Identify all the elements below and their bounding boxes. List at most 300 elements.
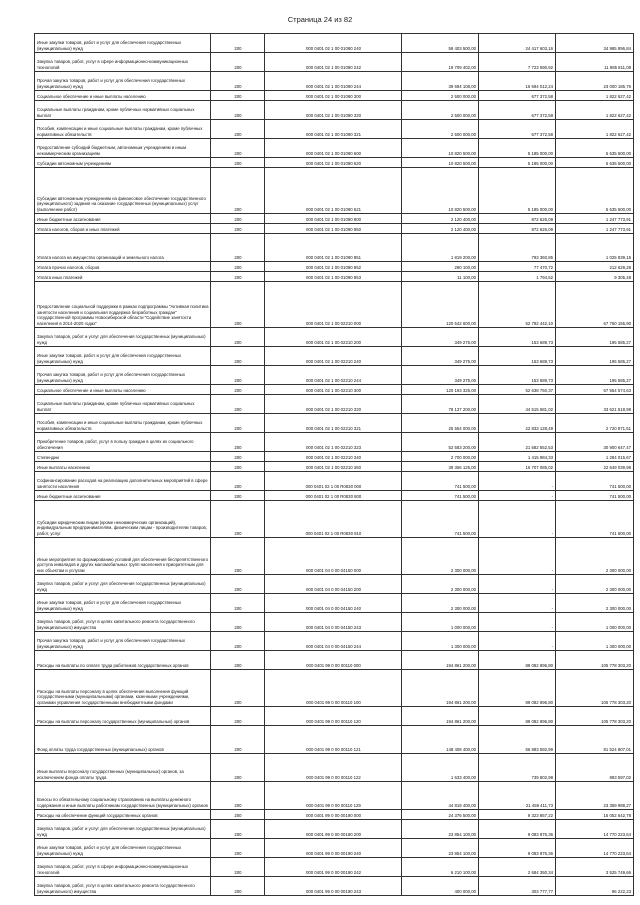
cell-plan: 2 120 400,00 — [402, 224, 479, 234]
cell-code: 000 0401 04 0 00 04150 244 — [265, 632, 402, 651]
cell-exec: - — [479, 575, 556, 594]
table-row — [35, 575, 634, 594]
table-row — [35, 328, 634, 347]
cell-rest: 2 300 000,00 — [556, 594, 634, 613]
cell-adm: 200 — [211, 501, 265, 538]
cell-plan: 120 542 600,00 — [402, 282, 479, 328]
cell-exec: 9 083 876,36 — [479, 820, 556, 839]
cell-name: Софинансирование расходов на реализацию дополнительных мероприятий в сфере занятости населения — [35, 472, 211, 491]
table-row — [35, 839, 634, 858]
cell-exec: 739 802,98 — [479, 754, 556, 782]
cell-exec: 89 082 896,80 — [479, 707, 556, 726]
table-row — [35, 347, 634, 366]
cell-name: Субсидии автономным учреждениям — [35, 158, 211, 168]
cell-plan: 10 820 500,00 — [402, 139, 479, 158]
table-row — [35, 34, 634, 53]
cell-plan: 194 861 200,00 — [402, 707, 479, 726]
cell-code: 000 0401 02 1 00 02210 360 — [265, 462, 402, 472]
cell-adm: 200 — [211, 72, 265, 91]
table-row — [35, 670, 634, 707]
cell-exec: 89 082 896,80 — [479, 651, 556, 670]
cell-adm: 200 — [211, 472, 265, 491]
budget-table-wrap — [34, 33, 631, 896]
cell-rest: 33 621 518,98 — [556, 395, 634, 414]
table-row — [35, 820, 634, 839]
cell-name: Предоставление социальной поддержки в рамках подпрограммы "Активная политика занятости населения и социальная поддержка безработных граждан" государственной программы Новосибирской области "Содействие занятости населения в 2014-2020 годах" — [35, 282, 211, 328]
cell-rest: 893 597,02 — [556, 754, 634, 782]
cell-rest: 1 000 000,00 — [556, 613, 634, 632]
cell-plan: 39 694 108,00 — [402, 72, 479, 91]
cell-adm: 200 — [211, 347, 265, 366]
cell-rest: 14 770 223,64 — [556, 820, 634, 839]
cell-plan: 120 193 325,00 — [402, 385, 479, 395]
cell-plan: 2 300 000,00 — [402, 538, 479, 575]
cell-name: Пособия, компенсации и иные социальные выплаты гражданам, кроме публичных нормативных обязательств — [35, 120, 211, 139]
cell-adm: 200 — [211, 282, 265, 328]
cell-exec: 303 777,77 — [479, 877, 556, 896]
cell-exec: 52 792 442,10 — [479, 282, 556, 328]
cell-rest: 105 778 303,20 — [556, 670, 634, 707]
table-row — [35, 810, 634, 820]
table-row — [35, 472, 634, 491]
cell-adm: 200 — [211, 491, 265, 501]
cell-rest: 30 900 647,47 — [556, 433, 634, 452]
cell-adm: 200 — [211, 395, 265, 414]
cell-name: Иные закупки товаров, работ и услуг для обеспечения государственных (муниципальных) нужд — [35, 594, 211, 613]
cell-plan: 59 403 500,00 — [402, 34, 479, 53]
cell-exec: 77 470,72 — [479, 262, 556, 272]
cell-name: Закупка товаров, работ и услуг для обеспечения государственных (муниципальных) нужд — [35, 328, 211, 347]
cell-code: 000 0401 02 1 00 R0830 810 — [265, 501, 402, 538]
cell-adm: 200 — [211, 877, 265, 896]
cell-name: Прочая закупка товаров, работ и услуг для обеспечения государственных (муниципальных) нужд — [35, 72, 211, 91]
cell-rest: 1 025 839,15 — [556, 234, 634, 262]
cell-name: Социальное обеспечение и иные выплаты населению — [35, 385, 211, 395]
cell-name: Социальные выплаты гражданам, кроме публичных нормативных социальных выплат — [35, 395, 211, 414]
cell-plan: 1 633 400,00 — [402, 754, 479, 782]
cell-exec: 793 360,85 — [479, 234, 556, 262]
cell-rest: 67 554 574,63 — [556, 385, 634, 395]
cell-adm: 200 — [211, 120, 265, 139]
cell-name: Иные закупки товаров, работ и услуг для обеспечения государственных (муниципальных) нужд — [35, 34, 211, 53]
cell-exec: 872 626,09 — [479, 214, 556, 224]
cell-plan: 10 820 500,00 — [402, 168, 479, 214]
cell-adm: 200 — [211, 101, 265, 120]
cell-adm: 200 — [211, 707, 265, 726]
cell-name: Закупка товаров, работ и услуг для обеспечения государственных (муниципальных) нужд — [35, 820, 211, 839]
cell-adm: 200 — [211, 139, 265, 158]
table-row — [35, 707, 634, 726]
cell-rest: 5 635 500,00 — [556, 139, 634, 158]
cell-exec: 52 638 750,37 — [479, 385, 556, 395]
table-row — [35, 72, 634, 91]
cell-plan: 1 000 000,00 — [402, 613, 479, 632]
cell-plan: 11 100,00 — [402, 272, 479, 282]
cell-rest: 67 750 155,90 — [556, 282, 634, 328]
cell-exec: 24 417 603,16 — [479, 34, 556, 53]
table-row — [35, 158, 634, 168]
cell-name: Уплата иных платежей — [35, 272, 211, 282]
cell-name: Уплата налогов, сборов и иных платежей — [35, 224, 211, 234]
cell-name: Стипендии — [35, 452, 211, 462]
cell-adm: 200 — [211, 632, 265, 651]
table-row — [35, 53, 634, 72]
cell-plan: 23 854 100,00 — [402, 839, 479, 858]
table-row — [35, 858, 634, 877]
cell-plan: 2 500 000,00 — [402, 101, 479, 120]
cell-code: 000 0401 99 0 00 00110 129 — [265, 782, 402, 810]
cell-code: 000 0401 99 0 00 00110 000 — [265, 651, 402, 670]
cell-name: Иные выплаты населению — [35, 462, 211, 472]
cell-plan: 19 709 402,00 — [402, 53, 479, 72]
table-row — [35, 282, 634, 328]
cell-name: Закупка товаров, работ, услуг в сфере информационно-коммуникационных технологий — [35, 53, 211, 72]
table-row — [35, 501, 634, 538]
cell-code: 000 0401 02 1 00 01090 240 — [265, 34, 402, 53]
cell-plan: 349 275,00 — [402, 366, 479, 385]
cell-rest: 105 778 303,20 — [556, 651, 634, 670]
cell-code: 000 0401 99 0 00 00110 121 — [265, 726, 402, 754]
cell-code: 000 0401 02 1 00 R0830 000 — [265, 472, 402, 491]
cell-plan: 6 210 100,00 — [402, 858, 479, 877]
cell-rest: 741 500,00 — [556, 501, 634, 538]
cell-rest: 3 525 749,66 — [556, 858, 634, 877]
cell-code: 000 0401 02 1 00 01090 321 — [265, 120, 402, 139]
cell-rest: 2 300 000,00 — [556, 538, 634, 575]
table-row — [35, 385, 634, 395]
cell-exec: 2 684 350,34 — [479, 858, 556, 877]
cell-code: 000 0401 02 1 00 01090 300 — [265, 91, 402, 101]
cell-code: 000 0401 02 1 00 01090 621 — [265, 168, 402, 214]
cell-name: Взносы по обязательному социальному страхованию на выплаты денежного содержания и иные выплаты работникам государственных (муниципальных) органов — [35, 782, 211, 810]
cell-name: Закупка товаров, работ, услуг в целях капитального ремонта государственного (муниципального) имущества — [35, 877, 211, 896]
cell-name: Пособия, компенсации и иные социальные выплаты гражданам, кроме публичных нормативных обязательств — [35, 414, 211, 433]
table-row — [35, 462, 634, 472]
cell-code: 000 0401 99 0 00 00190 000 — [265, 810, 402, 820]
cell-rest: 5 635 500,00 — [556, 168, 634, 214]
cell-rest: 9 305,48 — [556, 272, 634, 282]
cell-exec: 153 689,73 — [479, 328, 556, 347]
cell-plan: 2 120 400,00 — [402, 214, 479, 224]
cell-plan: 741 500,00 — [402, 472, 479, 491]
cell-name: Закупка товаров, работ, услуг в сфере информационно-коммуникационных технологий — [35, 858, 211, 877]
cell-plan: 349 275,00 — [402, 347, 479, 366]
table-row — [35, 632, 634, 651]
cell-name: Социальное обеспечение и иные выплаты населению — [35, 91, 211, 101]
cell-code: 000 0401 02 1 00 02210 320 — [265, 395, 402, 414]
cell-code: 000 0401 02 1 00 02210 321 — [265, 414, 402, 433]
cell-adm: 200 — [211, 328, 265, 347]
cell-plan: 400 000,00 — [402, 877, 479, 896]
cell-rest: 22 649 039,98 — [556, 462, 634, 472]
cell-plan: 78 137 200,00 — [402, 395, 479, 414]
table-row — [35, 433, 634, 452]
cell-code: 000 0401 02 1 00 02210 240 — [265, 347, 402, 366]
cell-code: 000 0401 04 0 00 04150 200 — [265, 575, 402, 594]
cell-name: Расходы на выплаты персоналу в целях обеспечения выполнения функций государственными (муниципальными) органами, казенными учреждениями, органами управления государственными внебюджетными фондами — [35, 670, 211, 707]
table-row — [35, 262, 634, 272]
cell-name: Закупка товаров, работ, услуг в целях капитального ремонта государственного (муниципального) имущества — [35, 613, 211, 632]
cell-adm: 200 — [211, 214, 265, 224]
cell-exec: 153 689,73 — [479, 366, 556, 385]
cell-name: Иные бюджетные ассигнования — [35, 491, 211, 501]
cell-adm: 200 — [211, 452, 265, 462]
cell-adm: 200 — [211, 158, 265, 168]
cell-plan: 290 100,00 — [402, 262, 479, 272]
cell-code: 000 0401 02 1 00 01090 242 — [265, 53, 402, 72]
cell-code: 000 0401 99 0 00 00110 100 — [265, 670, 402, 707]
budget-table-body — [35, 34, 634, 896]
cell-rest: 23 359 988,27 — [556, 782, 634, 810]
cell-code: 000 0401 02 1 00 02210 300 — [265, 385, 402, 395]
table-row — [35, 414, 634, 433]
table-row — [35, 726, 634, 754]
cell-adm: 200 — [211, 366, 265, 385]
cell-code: 000 0401 99 0 00 00190 240 — [265, 839, 402, 858]
cell-exec: 66 883 592,99 — [479, 726, 556, 754]
cell-rest: 1 284 015,67 — [556, 452, 634, 462]
cell-name: Расходы на обеспечение функций государственных органов — [35, 810, 211, 820]
cell-exec: 44 515 681,02 — [479, 395, 556, 414]
cell-name: Субсидии автономным учреждениям на финансовое обеспечение государственного (муниципального) задания на оказание государственных (муниципальных) услуг (выполнение работ) — [35, 168, 211, 214]
cell-plan: 194 861 200,00 — [402, 651, 479, 670]
cell-adm: 200 — [211, 670, 265, 707]
cell-exec: - — [479, 491, 556, 501]
cell-exec: - — [479, 594, 556, 613]
cell-code: 000 0401 99 0 00 00190 243 — [265, 877, 402, 896]
cell-adm: 200 — [211, 168, 265, 214]
cell-adm: 200 — [211, 91, 265, 101]
cell-rest: 195 585,27 — [556, 366, 634, 385]
cell-rest: 5 635 500,00 — [556, 158, 634, 168]
cell-exec: 5 185 000,00 — [479, 139, 556, 158]
cell-adm: 200 — [211, 262, 265, 272]
cell-adm: 200 — [211, 810, 265, 820]
cell-code: 000 0401 02 1 00 02210 000 — [265, 282, 402, 328]
cell-adm: 200 — [211, 234, 265, 262]
cell-rest: 1 822 627,42 — [556, 101, 634, 120]
cell-plan: 44 819 400,00 — [402, 782, 479, 810]
table-row — [35, 877, 634, 896]
cell-code: 000 0401 99 0 00 00110 122 — [265, 754, 402, 782]
cell-adm: 200 — [211, 651, 265, 670]
cell-adm: 200 — [211, 385, 265, 395]
cell-exec: 16 694 012,24 — [479, 72, 556, 91]
cell-code: 000 0401 02 1 00 01090 320 — [265, 101, 402, 120]
cell-adm: 200 — [211, 726, 265, 754]
table-row — [35, 538, 634, 575]
cell-adm: 200 — [211, 858, 265, 877]
cell-plan: 24 376 500,00 — [402, 810, 479, 820]
cell-code: 000 0401 04 0 00 04150 243 — [265, 613, 402, 632]
cell-adm: 200 — [211, 538, 265, 575]
cell-name: Уплата налога на имущество организаций и земельного налога — [35, 234, 211, 262]
cell-adm: 200 — [211, 594, 265, 613]
cell-name: Фонд оплаты труда государственных (муниципальных) органов — [35, 726, 211, 754]
cell-plan: 52 583 200,00 — [402, 433, 479, 452]
cell-exec: 1 415 984,33 — [479, 452, 556, 462]
cell-plan: 349 275,00 — [402, 328, 479, 347]
table-row — [35, 594, 634, 613]
cell-name: Иные выплаты персоналу государственных (муниципальных) органов, за исключением фонда оплаты труда — [35, 754, 211, 782]
cell-plan: 2 500 000,00 — [402, 120, 479, 139]
cell-name: Иные мероприятия по формированию условий для обеспечения беспрепятственного доступа инвалидов и других маломобильных групп населения к приоритетным для них объектам и услугам — [35, 538, 211, 575]
cell-name: Уплата прочих налогов, сборов — [35, 262, 211, 272]
cell-exec: 677 372,58 — [479, 91, 556, 101]
cell-exec: 89 082 896,80 — [479, 670, 556, 707]
cell-code: 000 0401 02 1 00 02210 323 — [265, 433, 402, 452]
cell-code: 000 0401 02 1 00 R0830 800 — [265, 491, 402, 501]
cell-adm: 200 — [211, 34, 265, 53]
table-row — [35, 782, 634, 810]
cell-rest: 741 500,00 — [556, 472, 634, 491]
cell-code: 000 0401 02 1 00 01090 244 — [265, 72, 402, 91]
cell-adm: 200 — [211, 462, 265, 472]
cell-name: Иные закупки товаров, работ и услуг для обеспечения государственных (муниципальных) нужд — [35, 839, 211, 858]
cell-name: Субсидии юридическим лицам (кроме некоммерческих организаций), индивидуальным предпринимателям, физическим лицам - производителям товаров, работ, услуг — [35, 501, 211, 538]
table-row — [35, 651, 634, 670]
cell-adm: 200 — [211, 754, 265, 782]
cell-rest: 741 500,00 — [556, 491, 634, 501]
cell-rest: 195 585,27 — [556, 328, 634, 347]
cell-exec: - — [479, 632, 556, 651]
table-row — [35, 452, 634, 462]
cell-adm: 200 — [211, 575, 265, 594]
cell-adm: 200 — [211, 224, 265, 234]
table-row — [35, 395, 634, 414]
cell-plan: 1 819 200,00 — [402, 234, 479, 262]
cell-code: 000 0401 99 0 00 00190 242 — [265, 858, 402, 877]
cell-name: Иные бюджетные ассигнования — [35, 214, 211, 224]
cell-adm: 200 — [211, 613, 265, 632]
cell-exec: 1 794,52 — [479, 272, 556, 282]
cell-rest: 1 247 773,91 — [556, 214, 634, 224]
cell-plan: 2 300 000,00 — [402, 594, 479, 613]
cell-adm: 200 — [211, 272, 265, 282]
cell-exec: - — [479, 472, 556, 491]
table-row — [35, 491, 634, 501]
cell-plan: 2 300 000,00 — [402, 575, 479, 594]
cell-adm: 200 — [211, 782, 265, 810]
cell-rest: 11 985 811,08 — [556, 53, 634, 72]
cell-rest: 2 720 871,51 — [556, 414, 634, 433]
cell-code: 000 0401 04 0 00 04150 240 — [265, 594, 402, 613]
cell-exec: 153 689,73 — [479, 347, 556, 366]
table-row — [35, 224, 634, 234]
cell-rest: 1 300 000,00 — [556, 632, 634, 651]
table-row — [35, 234, 634, 262]
cell-plan: 10 820 500,00 — [402, 158, 479, 168]
cell-code: 000 0401 02 1 00 01090 620 — [265, 158, 402, 168]
cell-adm: 200 — [211, 820, 265, 839]
cell-adm: 200 — [211, 433, 265, 452]
cell-name: Прочая закупка товаров, работ и услуг для обеспечения государственных (муниципальных) нужд — [35, 632, 211, 651]
cell-rest: 1 822 627,42 — [556, 91, 634, 101]
cell-exec: 22 833 128,49 — [479, 414, 556, 433]
cell-exec: 9 083 876,36 — [479, 839, 556, 858]
cell-exec: 677 372,58 — [479, 120, 556, 139]
cell-exec: - — [479, 613, 556, 632]
cell-plan: 148 408 400,00 — [402, 726, 479, 754]
cell-code: 000 0401 02 1 00 01090 800 — [265, 214, 402, 224]
table-row — [35, 139, 634, 158]
cell-name: Иные закупки товаров, работ и услуг для обеспечения государственных (муниципальных) нужд — [35, 347, 211, 366]
table-row — [35, 613, 634, 632]
cell-plan: 741 500,00 — [402, 501, 479, 538]
cell-adm: 200 — [211, 53, 265, 72]
cell-code: 000 0401 02 1 00 02210 244 — [265, 366, 402, 385]
cell-exec: 21 459 411,73 — [479, 782, 556, 810]
cell-rest: 2 300 000,00 — [556, 575, 634, 594]
cell-exec: 5 185 000,00 — [479, 158, 556, 168]
cell-plan: 2 500 000,00 — [402, 91, 479, 101]
table-row — [35, 366, 634, 385]
cell-code: 000 0401 02 1 00 01090 853 — [265, 272, 402, 282]
page-header: Страница 24 из 82 — [287, 15, 353, 24]
cell-name: Предоставление субсидий бюджетным, автономным учреждениям и иным некоммерческим организациям — [35, 139, 211, 158]
cell-name: Социальные выплаты гражданам, кроме публичных нормативных социальных выплат — [35, 101, 211, 120]
budget-table — [34, 33, 634, 896]
cell-plan: 741 500,00 — [402, 491, 479, 501]
cell-name: Прочая закупка товаров, работ и услуг для обеспечения государственных (муниципальных) нужд — [35, 366, 211, 385]
cell-code: 000 0401 02 1 00 02210 340 — [265, 452, 402, 462]
cell-rest: 1 822 627,42 — [556, 120, 634, 139]
cell-name: Закупка товаров, работ и услуг для обеспечения государственных (муниципальных) нужд — [35, 575, 211, 594]
cell-rest: 212 629,28 — [556, 262, 634, 272]
cell-plan: 194 861 200,00 — [402, 670, 479, 707]
cell-plan: 39 356 125,00 — [402, 462, 479, 472]
cell-rest: 195 585,27 — [556, 347, 634, 366]
cell-exec: 9 323 857,22 — [479, 810, 556, 820]
cell-plan: 2 700 000,00 — [402, 452, 479, 462]
cell-adm: 200 — [211, 414, 265, 433]
table-row — [35, 168, 634, 214]
cell-exec: 872 626,09 — [479, 224, 556, 234]
cell-code: 000 0401 99 0 00 00110 120 — [265, 707, 402, 726]
cell-code: 000 0401 02 1 00 01090 851 — [265, 234, 402, 262]
table-row — [35, 120, 634, 139]
cell-code: 000 0401 02 1 00 01090 852 — [265, 262, 402, 272]
cell-exec: 21 682 552,53 — [479, 433, 556, 452]
cell-rest: 34 985 896,84 — [556, 34, 634, 53]
cell-exec: - — [479, 538, 556, 575]
cell-rest: 15 052 642,78 — [556, 810, 634, 820]
cell-code: 000 0401 02 1 00 01090 850 — [265, 224, 402, 234]
cell-rest: 81 524 807,01 — [556, 726, 634, 754]
cell-rest: 96 222,23 — [556, 877, 634, 896]
cell-exec: 677 372,58 — [479, 101, 556, 120]
cell-rest: 14 770 223,64 — [556, 839, 634, 858]
cell-exec: 7 723 590,92 — [479, 53, 556, 72]
cell-exec: 5 185 000,00 — [479, 168, 556, 214]
table-row — [35, 214, 634, 224]
table-row — [35, 101, 634, 120]
cell-rest: 1 247 773,91 — [556, 224, 634, 234]
cell-exec: 16 707 085,02 — [479, 462, 556, 472]
cell-code: 000 0401 02 1 00 01090 600 — [265, 139, 402, 158]
cell-name: Расходы на выплаты персоналу государственных (муниципальных) органов — [35, 707, 211, 726]
table-row — [35, 91, 634, 101]
cell-rest: 23 000 185,76 — [556, 72, 634, 91]
cell-name: Приобретение товаров, работ, услуг в пользу граждан в целях их социального обеспечения — [35, 433, 211, 452]
cell-name: Расходы на выплаты по оплате труда работников государственных органов — [35, 651, 211, 670]
cell-adm: 200 — [211, 839, 265, 858]
cell-exec: - — [479, 501, 556, 538]
table-row — [35, 272, 634, 282]
cell-plan: 23 854 100,00 — [402, 820, 479, 839]
cell-plan: 25 554 000,00 — [402, 414, 479, 433]
cell-code: 000 0401 04 0 00 04150 000 — [265, 538, 402, 575]
